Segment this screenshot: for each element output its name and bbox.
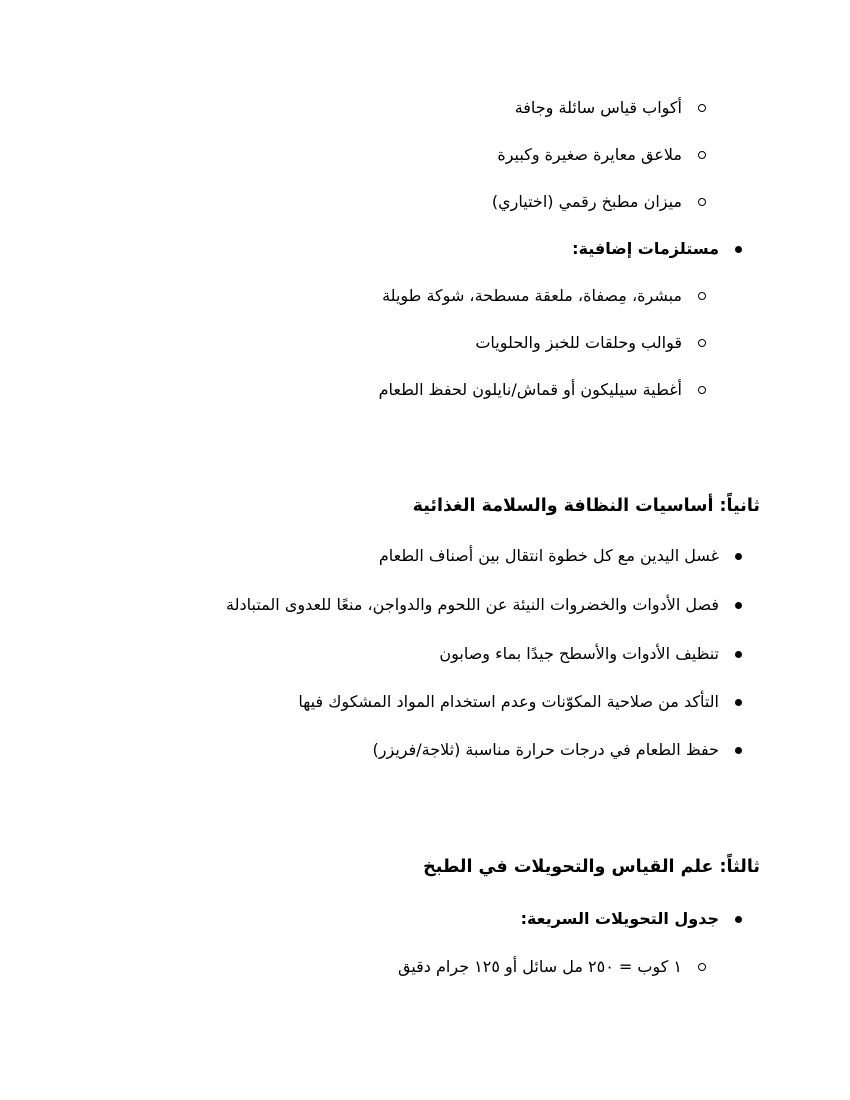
list-item-hygiene (439, 640, 742, 668)
list-item-covers (379, 376, 706, 404)
list-item-conversion-table (521, 905, 742, 933)
list-item-measuring-cups (515, 94, 706, 122)
list-item-kitchen-scale (492, 188, 706, 216)
subsection-label: جدول التحويلات السريعة: (520, 909, 719, 928)
list-item-additional-supplies (572, 235, 742, 263)
hollow-bullet-icon (698, 198, 706, 206)
hollow-bullet-icon (698, 339, 706, 347)
list-item-text: ١ كوب = ٢٥٠ مل سائل أو ١٢٥ جرام دقيق (397, 957, 682, 976)
list-item-text: ملاعق معايرة صغيرة وكبيرة (497, 145, 682, 164)
list-item-measuring-spoons (497, 141, 706, 169)
list-item-text: غسل اليدين مع كل خطوة انتقال بين أصناف الطعام (378, 546, 719, 565)
filled-bullet-icon (735, 553, 742, 560)
filled-bullet-icon (735, 747, 742, 754)
list-item-text: ميزان مطبخ رقمي (اختياري) (491, 192, 682, 211)
list-item-conversion (398, 953, 706, 981)
list-item-text: أغطية سيليكون أو قماش/نايلون لحفظ الطعام (378, 380, 682, 399)
section-title: ثانياً: أساسيات النظافة والسلامة الغذائية (412, 496, 760, 516)
filled-bullet-icon (735, 916, 742, 923)
list-item-text: أكواب قياس سائلة وجافة (514, 98, 682, 117)
list-item-text: قوالب وحلقات للخبز والحلويات (475, 333, 682, 352)
list-item-text: مبشرة، مِصفاة، ملعقة مسطحة، شوكة طويلة (382, 286, 682, 305)
list-item-hygiene (226, 591, 742, 619)
filled-bullet-icon (735, 246, 742, 253)
hollow-bullet-icon (698, 292, 706, 300)
list-item-hygiene (373, 736, 742, 764)
hollow-bullet-icon (698, 151, 706, 159)
list-item-hygiene (379, 542, 742, 570)
list-item-text: حفظ الطعام في درجات حرارة مناسبة (ثلاجة/فريزر) (372, 740, 719, 759)
section-heading-measurement (423, 853, 760, 881)
section-title: ثالثاً: علم القياس والتحويلات في الطبخ (423, 857, 760, 877)
list-item-text: تنظيف الأدوات والأسطح جيدًا بماء وصابون (439, 644, 719, 663)
filled-bullet-icon (735, 699, 742, 706)
filled-bullet-icon (735, 651, 742, 658)
hollow-bullet-icon (698, 963, 706, 971)
list-item-hygiene (298, 688, 742, 716)
hollow-bullet-icon (698, 104, 706, 112)
hollow-bullet-icon (698, 386, 706, 394)
list-item-text: فصل الأدوات والخضروات النيئة عن اللحوم والدواجن، منعًا للعدوى المتبادلة (226, 595, 719, 614)
list-item-molds (475, 329, 706, 357)
subsection-label: مستلزمات إضافية: (572, 239, 719, 258)
list-item-grater (382, 282, 706, 310)
list-item-text: التأكد من صلاحية المكوّنات وعدم استخدام المواد المشكوك فيها (298, 692, 719, 711)
filled-bullet-icon (735, 602, 742, 609)
section-heading-hygiene (413, 492, 760, 520)
